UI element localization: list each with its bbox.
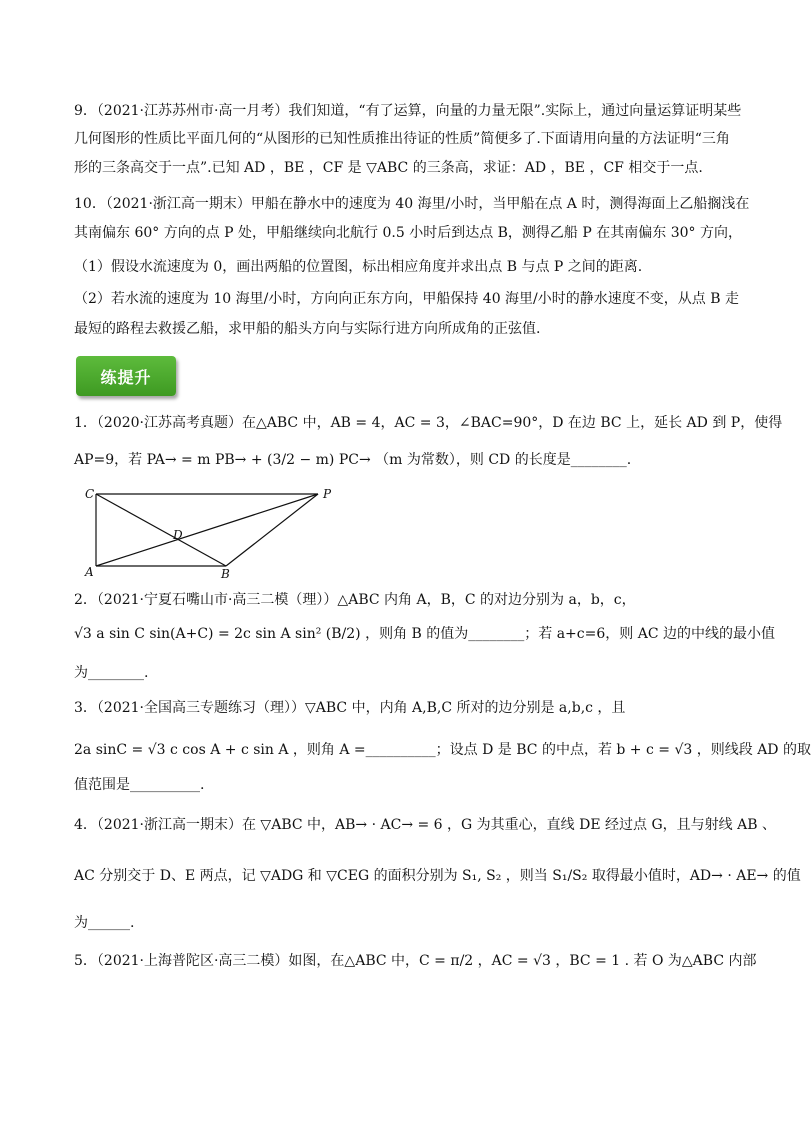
problem-10-part-1: （1）假设水流速度为 0，画出两船的位置图，标出相应角度并求出点 B 与点 P 之间的距离. bbox=[74, 259, 643, 275]
problem-10-line-1: 10．（2021·浙江高一期末）甲船在静水中的速度为 40 海里/小时，当甲船在点 A 时，测得海面上乙船搁浅在 bbox=[74, 196, 750, 212]
problem-2-line-1: 2．（2021·宁夏石嘴山市·高三二模（理））△ABC 内角 A，B，C 的对边分别为 a，b，c， bbox=[74, 592, 636, 608]
section-badge-practice-advanced: 练提升 bbox=[76, 356, 176, 396]
problem-4-line-1: 4．（2021·浙江高一期末）在 ▽ABC 中，AB→ · AC→ = 6 ，G 为其重心，直线 DE 经过点 G，且与射线 AB 、 bbox=[74, 817, 776, 833]
problem-3-line-3: 值范围是__________. bbox=[74, 777, 205, 793]
problem-10-part-2-line-1: （2）若水流的速度为 10 海里/小时，方向向正东方向，甲船保持 40 海里/小时的静水速度不变，从点 B 走 bbox=[74, 291, 739, 307]
label-C: C bbox=[85, 487, 95, 501]
problem-9-line-3: 形的三条高交于一点”.已知 AD ，BE ，CF 是 ▽ABC 的三条高，求证：AD ，BE ，CF 相交于一点. bbox=[74, 160, 703, 176]
segment-BP bbox=[226, 494, 318, 566]
problem-9-line-2: 几何图形的性质比平面几何的“从图形的已知性质推出待证的性质”简便多了.下面请用向量的方法证明“三角 bbox=[74, 131, 730, 147]
problem-1-line-1: 1．（2020·江苏高考真题）在△ABC 中，AB = 4，AC = 3，∠BAC=90°，D 在边 BC 上，延长 AD 到 P，使得 bbox=[74, 415, 783, 431]
problem-2-line-2: √3 a sin C sin(A+C) = 2c sin A sin² (B/2) ，则角 B 的值为________；若 a+c=6，则 AC 边的中线的最小值 bbox=[74, 626, 775, 642]
problem-4-line-2: AC 分别交于 D、E 两点，记 ▽ADG 和 ▽CEG 的面积分别为 S₁, S₂ ，则当 S₁/S₂ 取得最小值时，AD→ · AE→ 的值 bbox=[74, 868, 801, 884]
problem-3-line-2: 2a sinC = √3 c cos A + c sin A ，则角 A =__________；设点 D 是 BC 的中点，若 b + c = √3 ，则线段 AD 的取 bbox=[74, 742, 811, 758]
triangle-figure bbox=[80, 484, 350, 584]
problem-10-part-2-line-2: 最短的路程去救援乙船，求甲船的船头方向与实际行进方向所成角的正弦值. bbox=[74, 321, 541, 337]
problem-1-line-2: AP=9，若 PA→ = m PB→ + (3/2 − m) PC→ （m 为常数），则 CD 的长度是________. bbox=[74, 452, 632, 468]
problem-4-line-3: 为______. bbox=[74, 915, 135, 931]
problem-9-line-1: 9．（2021·江苏苏州市·高一月考）我们知道，“有了运算，向量的力量无限”.实际上，通过向量运算证明某些 bbox=[74, 103, 742, 119]
label-P: P bbox=[323, 487, 332, 501]
problem-5-line-1: 5．（2021·上海普陀区·高三二模）如图，在△ABC 中，C = π/2 ，AC = √3 ，BC = 1 . 若 O 为△ABC 内部 bbox=[74, 953, 757, 969]
label-D: D bbox=[173, 528, 183, 542]
problem-3-line-1: 3．（2021·全国高三专题练习（理））▽ABC 中，内角 A,B,C 所对的边分别是 a,b,c ，且 bbox=[74, 700, 626, 716]
label-A: A bbox=[85, 565, 94, 579]
problem-1-figure bbox=[80, 484, 350, 584]
problem-10-line-2: 其南偏东 60° 方向的点 P 处，甲船继续向北航行 0.5 小时后到达点 B，测得乙船 P 在其南偏东 30° 方向， bbox=[74, 225, 742, 241]
problem-2-line-3: 为________. bbox=[74, 665, 149, 681]
label-B: B bbox=[221, 567, 230, 581]
